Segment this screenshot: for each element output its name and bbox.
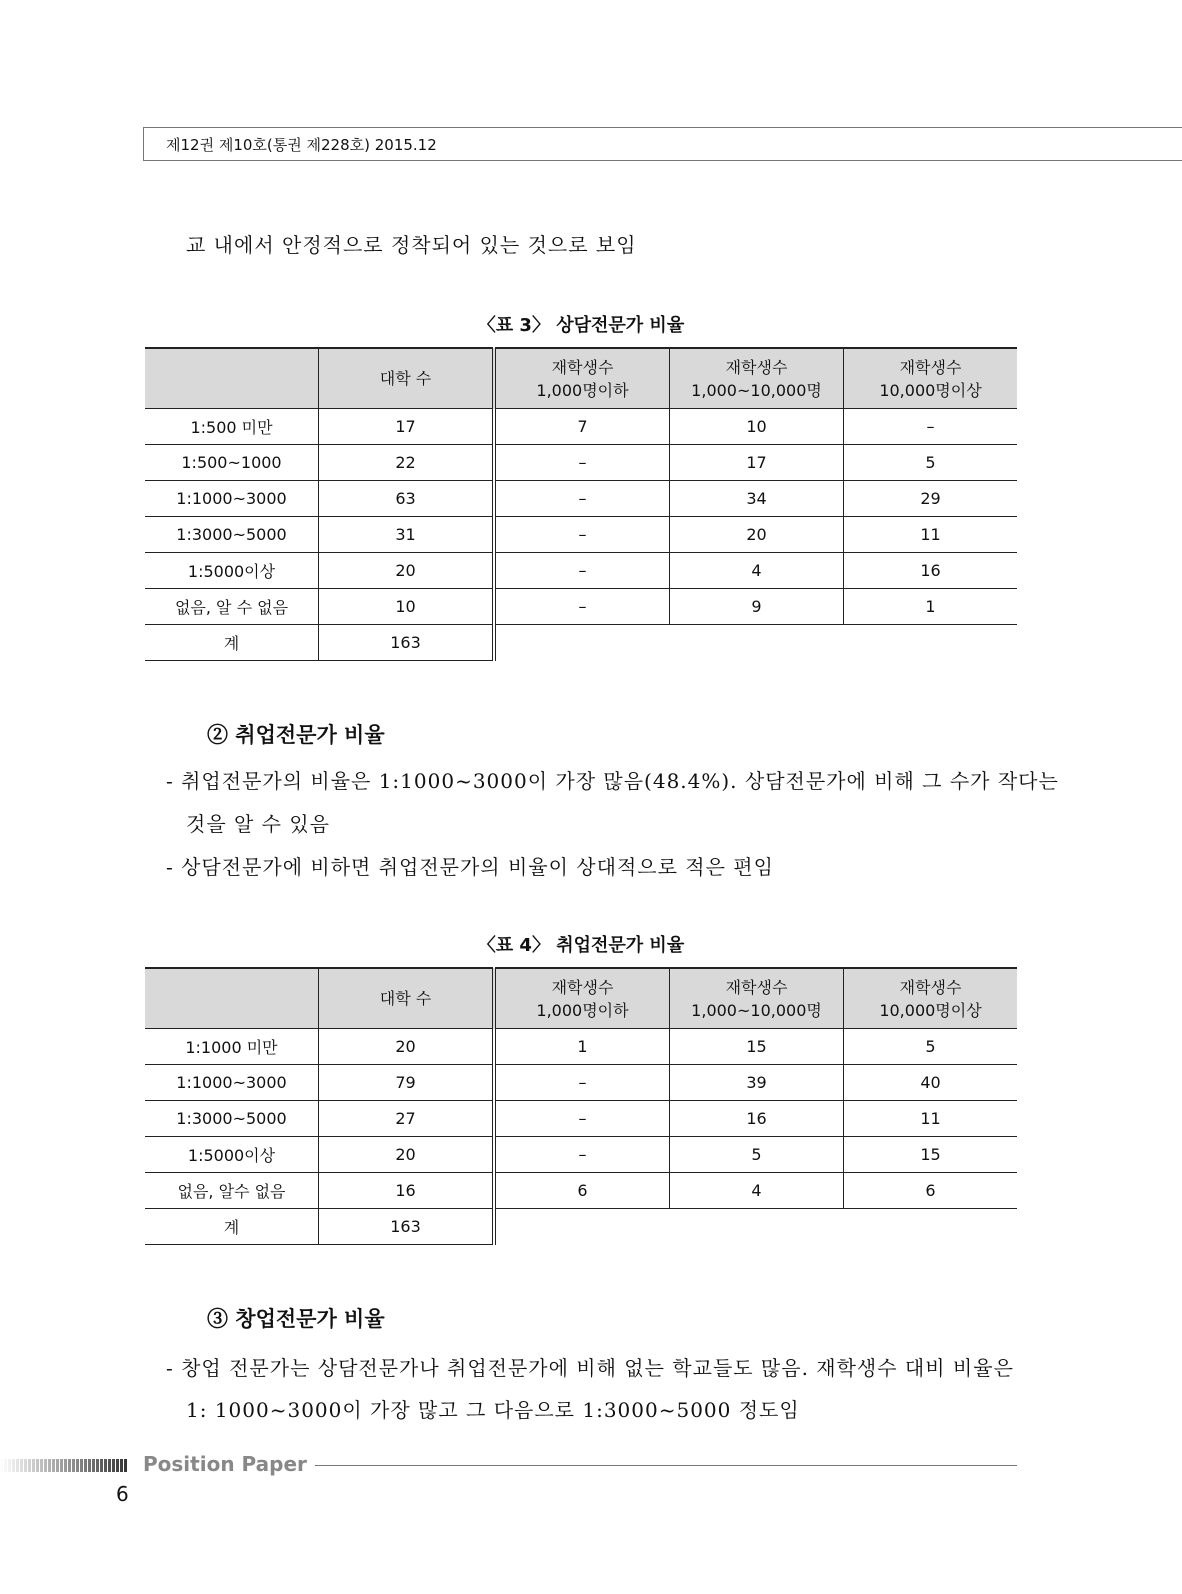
- table3-caption: 〈표 3〉 상담전문가 비율: [477, 315, 685, 336]
- table-cell: –: [844, 409, 1018, 445]
- table-cell: 63: [319, 481, 495, 517]
- table-cell: 31: [319, 517, 495, 553]
- column-header: [670, 968, 844, 1029]
- table-cell: 39: [670, 1065, 844, 1101]
- column-header: [844, 968, 1018, 1029]
- table-cell: 16: [319, 1173, 495, 1209]
- column-header: [844, 348, 1018, 409]
- table-cell: –: [494, 517, 670, 553]
- section3-bullet: 1: 1000~3000이 가장 많고 그 다음으로 1:3000~5000 정도임: [186, 1398, 800, 1422]
- table-cell: 1:3000~5000: [145, 1101, 319, 1137]
- column-header: [494, 968, 670, 1029]
- footer-decoration: [0, 1459, 128, 1472]
- header-text: 재학생수 10,000명이상: [879, 977, 982, 1020]
- table-cell: 20: [319, 1029, 495, 1065]
- table-cell: 5: [670, 1137, 844, 1173]
- table-cell: –: [494, 481, 670, 517]
- table-cell: 20: [319, 1137, 495, 1173]
- table-cell: 없음, 알 수 없음: [145, 589, 319, 625]
- table-cell: 1:5000이상: [145, 1137, 319, 1173]
- table-cell: 1:500~1000: [145, 445, 319, 481]
- table-cell: 4: [670, 553, 844, 589]
- section2-bullet: 것을 알 수 있음: [186, 812, 330, 836]
- table-cell: 15: [670, 1029, 844, 1065]
- table-cell: 1:1000~3000: [145, 1065, 319, 1101]
- table-cell: 1: [844, 589, 1018, 625]
- footer-title: Position Paper: [143, 1452, 307, 1476]
- column-header: [319, 968, 495, 1029]
- table-cell: –: [494, 1101, 670, 1137]
- total-row: [145, 625, 1017, 661]
- table-cell: –: [494, 1065, 670, 1101]
- column-header: [319, 348, 495, 409]
- table-cell: 4: [670, 1173, 844, 1209]
- table-row: [145, 553, 1017, 589]
- section3-bullet: - 창업 전문가는 상담전문가나 취업전문가에 비해 없는 학교들도 많음. 재학생수 대비 비율은: [166, 1356, 1014, 1380]
- header-text: 재학생수 1,000명이하: [536, 977, 629, 1020]
- header-text: 재학생수 1,000명이하: [536, 357, 629, 400]
- table-cell: 1:500 미만: [145, 409, 319, 445]
- table-cell: 16: [670, 1101, 844, 1137]
- table-cell: 16: [844, 553, 1018, 589]
- table-cell: 79: [319, 1065, 495, 1101]
- table-cell: 없음, 알수 없음: [145, 1173, 319, 1209]
- table-cell: 1:1000 미만: [145, 1029, 319, 1065]
- table-row: [145, 589, 1017, 625]
- section2-heading: ② 취업전문가 비율: [207, 722, 385, 747]
- table-cell: –: [494, 553, 670, 589]
- total-value: 163: [319, 625, 495, 661]
- table-cell: –: [494, 589, 670, 625]
- total-value: 163: [319, 1209, 495, 1245]
- header-text: 대학 수: [379, 369, 432, 388]
- column-header: [145, 348, 319, 409]
- running-header: [143, 127, 1182, 161]
- table-cell: 34: [670, 481, 844, 517]
- intro-line: 교 내에서 안정적으로 정착되어 있는 것으로 보임: [186, 233, 637, 257]
- table-cell: 22: [319, 445, 495, 481]
- header-text: 대학 수: [379, 989, 432, 1008]
- column-header: [494, 348, 670, 409]
- total-row: [145, 1209, 1017, 1245]
- table-row: [145, 1029, 1017, 1065]
- table-row: [145, 1137, 1017, 1173]
- page-number: 6: [116, 1482, 129, 1506]
- table-cell: 40: [844, 1065, 1018, 1101]
- table-cell: 10: [319, 589, 495, 625]
- table-cell: 5: [844, 1029, 1018, 1065]
- table-cell: 1:1000~3000: [145, 481, 319, 517]
- table-row: [145, 1101, 1017, 1137]
- table-cell: 20: [319, 553, 495, 589]
- table4-caption: 〈표 4〉 취업전문가 비율: [477, 935, 685, 956]
- section2-bullet: - 상담전문가에 비하면 취업전문가의 비율이 상대적으로 적은 편임: [166, 855, 774, 879]
- table-cell: 6: [494, 1173, 670, 1209]
- issue-info: 제12권 제10호(통권 제228호) 2015.12: [166, 136, 437, 154]
- table-cell: 20: [670, 517, 844, 553]
- column-header: [145, 968, 319, 1029]
- table-cell: 9: [670, 589, 844, 625]
- table-cell: 6: [844, 1173, 1018, 1209]
- table-cell: 11: [844, 1101, 1018, 1137]
- table-row: [145, 409, 1017, 445]
- table-cell: –: [494, 1137, 670, 1173]
- table-cell: 15: [844, 1137, 1018, 1173]
- table-cell: 11: [844, 517, 1018, 553]
- table-cell: 1: [494, 1029, 670, 1065]
- section3-heading: ③ 창업전문가 비율: [207, 1306, 385, 1331]
- table-cell: –: [494, 445, 670, 481]
- table-cell: 29: [844, 481, 1018, 517]
- table-cell: 17: [319, 409, 495, 445]
- table3: [145, 347, 1017, 661]
- total-label: 계: [145, 625, 319, 661]
- table4: [145, 967, 1017, 1245]
- footer-divider: [315, 1465, 1017, 1466]
- table-row: [145, 517, 1017, 553]
- header-text: 재학생수 10,000명이상: [879, 357, 982, 400]
- table-row: [145, 481, 1017, 517]
- table-cell: 1:5000이상: [145, 553, 319, 589]
- section2-bullet: - 취업전문가의 비율은 1:1000~3000이 가장 많음(48.4%). 상담전문가에 비해 그 수가 작다는: [166, 769, 1059, 793]
- table-row: [145, 1065, 1017, 1101]
- table-cell: 17: [670, 445, 844, 481]
- table-cell: 7: [494, 409, 670, 445]
- column-header: [670, 348, 844, 409]
- table-row: [145, 445, 1017, 481]
- total-label: 계: [145, 1209, 319, 1245]
- header-text: 재학생수 1,000~10,000명: [691, 977, 822, 1020]
- table-cell: 10: [670, 409, 844, 445]
- table-cell: 5: [844, 445, 1018, 481]
- table-row: [145, 1173, 1017, 1209]
- table-cell: 27: [319, 1101, 495, 1137]
- header-text: 재학생수 1,000~10,000명: [691, 357, 822, 400]
- table-cell: 1:3000~5000: [145, 517, 319, 553]
